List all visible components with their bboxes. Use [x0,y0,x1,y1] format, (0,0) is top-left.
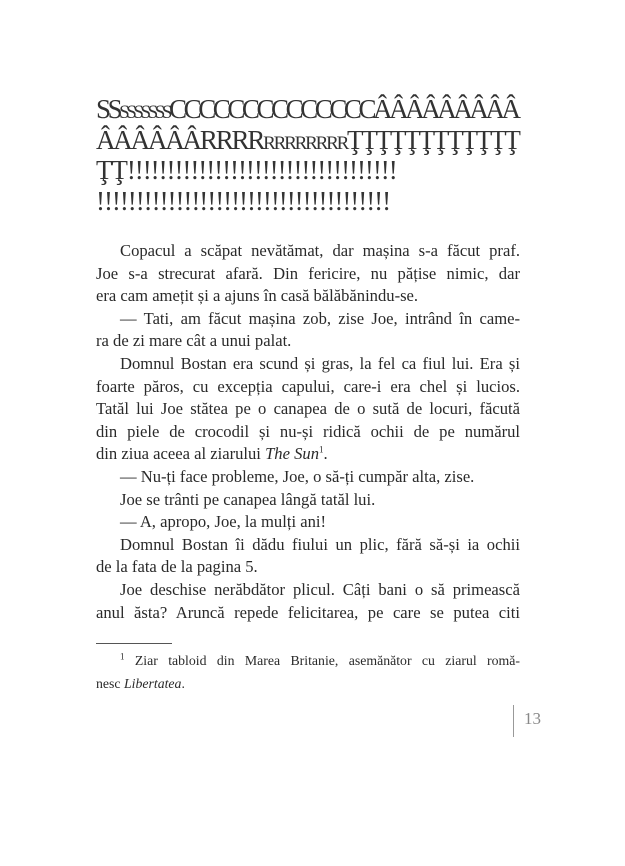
footnote-line [96,673,520,696]
text-span: Ziar tabloid din Marea Britanie, asemănător cu ziarul romă- [124,653,520,668]
text-span: . [323,444,328,464]
footnote [96,650,520,695]
footnote-divider [96,643,172,644]
footnote-ref[interactable]: 1 [319,444,324,455]
text-span: . [181,675,185,691]
chapter-heading [96,94,536,216]
newspaper-title: The Sun [265,444,320,464]
text-line: — Nu-ți face probleme, Joe, o să-ți cumpăr alta, zise. [120,466,475,486]
text-line: Domnul Bostan era scund și gras, la fel ca fiul lui. Era și [120,353,520,373]
text-line: Joe s-a strecurat afară. Din fericire, nu pățise nimic, dar [96,263,520,283]
text-line: foarte păros, cu excepția capului, care-i era chel și lucios. [96,376,520,396]
heading-line: SSsssssssCCCCCCCCCCCCCCÂÂÂÂÂÂÂÂÂ [96,94,518,124]
text-line: ra de zi mare cât a unui palat. [96,331,292,351]
text-line: de la fata de la pagina 5. [96,557,258,577]
text-line: — A, apropo, Joe, la mulți ani! [120,512,327,532]
text-line: Domnul Bostan îi dădu fiului un plic, fără să-și ia ochii [120,534,520,554]
heading-line: ŢŢ!!!!!!!!!!!!!!!!!!!!!!!!!!!!!!!!!! [96,155,397,185]
text-line: Copacul a scăpat nevătămat, dar mașina s-a făcut praf. [120,241,520,260]
text-line [96,443,520,466]
heading-line: !!!!!!!!!!!!!!!!!!!!!!!!!!!!!!!!!!!!! [96,185,391,216]
text-line: Joe deschise nerăbdător plicul. Câți bani o să primească [120,579,520,599]
text-line: Tatăl lui Joe stătea pe o canapea de o sută de locuri, făcută [96,399,520,419]
newspaper-title: Libertatea [123,675,182,691]
text-span: din ziua aceea al ziarului [96,444,266,464]
page-number: 13 [524,709,541,728]
page-number-bar [513,705,514,737]
text-line: anul ăsta? Aruncă repede felicitarea, pe care se putea citi [96,602,520,622]
text-line: era cam amețit și a ajuns în casă bălăbănindu-se. [96,286,419,306]
footnote-line [96,650,520,673]
text-line: — Tati, am făcut mașina zob, zise Joe, intrând în came- [120,308,520,328]
text-line: din piele de crocodil și nu-și ridică ochii de pe numărul [96,421,520,441]
heading-line: ÂÂÂÂÂÂRRRRrrrrrrrrŢŢŢŢŢŢŢŢŢŢŢŢ [96,124,519,155]
body-text [96,240,520,624]
footnote-marker: 1 [120,651,125,662]
text-line: Joe se trânti pe canapea lângă tatăl lui. [120,489,376,509]
text-span: nesc [96,675,124,691]
